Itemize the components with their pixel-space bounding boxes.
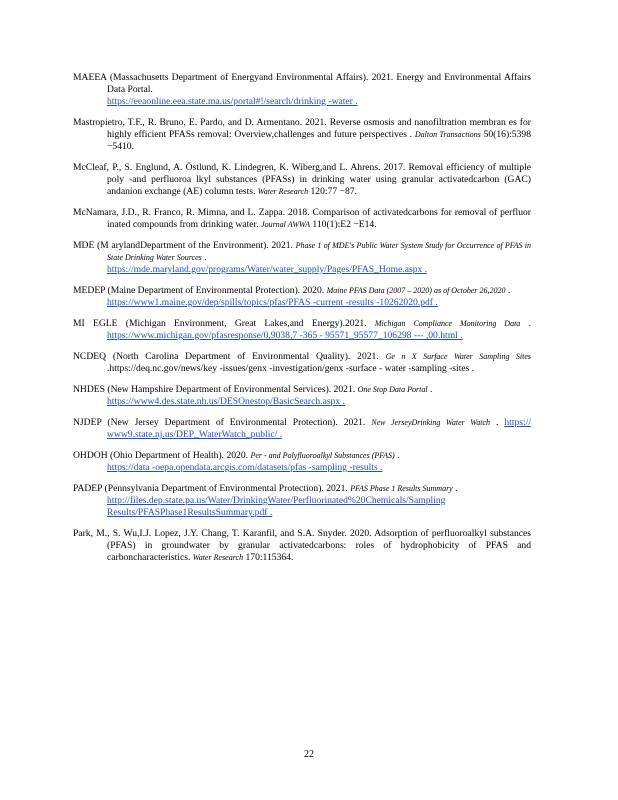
reference-journal: PFAS Phase 1 Results Summary [350,484,453,493]
reference-text: Mastropietro, T.F., R. Bruno, E. Pardo, and D. Armentano. 2021. Reverse osmosis and nanofiltration membran es for highly efficient PFASs removal: Overview,challenges and future perspectives . [73,117,531,140]
reference-link[interactable]: https://eeaonline.eea.state.ma.us/portal#!/search/drinking -water . [107,96,358,107]
reference-citation: . [507,285,511,296]
reference-link[interactable]: https://data -oepa.opendata.arcgis.com/datasets/pfas -sampling -results . [107,462,383,473]
reference-entry [73,318,531,342]
reference-citation[interactable]: .https://deq.nc.gov/news/key -issues/genx -investigation/genx -surface - water -sampling -sites . [107,363,475,374]
reference-entry [73,528,531,564]
reference-citation: 120:77 −87. [310,186,357,197]
reference-text: MEDEP (Maine Department of Environmental Protection). 2020. [73,285,325,296]
reference-journal: Maine PFAS Data (2007 – 2020) as of October 26,2020 [326,286,506,295]
reference-journal: Dalton Transactions [414,130,481,139]
reference-citation: . [455,483,458,494]
reference-text: MAEEA (Massachusetts Department of Energyand Environmental Affairs). 2021. Energy and Environmental Affairs Data Portal. [73,72,531,95]
reference-journal: New JerseyDrinking Water Watch [371,418,491,427]
reference-text: MDE (M arylandDepartment of the Environment). 2021. [73,240,293,251]
reference-entry [73,450,531,474]
reference-text: NCDEQ (North Carolina Department of Environmental Quality). 2021. [73,351,379,362]
reference-journal: Per - and Polyfluoroalkyl Substances (PFAS) [250,451,395,460]
reference-link[interactable]: https://www.michigan.gov/pfasresponse/0,9038,7 -365 - 95571_95577_106298 --- ,00.html . [107,330,463,341]
reference-journal: Michigan Compliance Monitoring Data [374,319,521,328]
reference-text: NHDES (New Hampshire Department of Environmental Services). 2021. [73,384,356,395]
reference-entry [73,72,531,108]
reference-text: MI EGLE (Michigan Environment, Great Lakes,and Energy).2021. [73,318,367,329]
reference-journal: One Stop Data Portal [357,385,428,394]
reference-citation: . [495,417,499,428]
reference-link[interactable]: https:// www9.state.nj.us/DEP_WaterWatch_public/ . [107,417,532,440]
reference-entry [73,117,531,153]
reference-text: McNamara, J.D., R. Franco, R. Mimna, and L. Zappa. 2018. Comparison of activatedcarbons for removal of perfluor inated compounds from drinking water. [73,207,531,230]
reference-journal: Ge n X Surface Water Sampling Sites [385,352,531,361]
reference-journal: Water Research [192,553,244,562]
reference-entry [73,384,531,408]
reference-citation: . [397,450,400,461]
reference-journal: Water Research [257,187,309,196]
reference-citation: 50(16):5398 −5410. [107,129,531,152]
reference-entry [73,207,531,231]
reference-link[interactable]: https://www1.maine.gov/dep/spills/topics/pfas/PFAS -current -results -10262020.pdf . [107,297,438,308]
reference-entry [73,285,531,309]
reference-entry [73,483,531,519]
reference-journal: Journal AWWA [261,220,311,229]
reference-link[interactable]: http://files.dep.state.pa.us/Water/DrinkingWater/Perfluorinated%20Chemicals/Sampling Results/PFASPhase1ResultsSummary.pdf . [107,495,446,518]
reference-entry [73,417,531,441]
reference-citation: . [429,384,433,395]
reference-text: Park, M., S. Wu,I.J. Lopez, J.Y. Chang, T. Karanfil, and S.A. Snyder. 2020. Adsorption of perfluoroalkyl substances (PFAS) in groundwater by granular activatedcarbons: roles of hydrophobicity of PFAS and carboncharacteristics. [73,528,531,563]
reference-text: McCleaf, P., S. Englund, A. Östlund, K. Lindegren, K. Wiberg,and L. Ahrens. 2017. Removal efficiency of multiple poly -and perfluoroa lkyl substances (PFASs) in drinking water using granular activatedcarbon (GAC) andanion exchange (AE) column tests. [73,162,531,197]
reference-entry [73,162,531,198]
reference-list [73,72,531,573]
reference-link[interactable]: https://mde.maryland.gov/programs/Water/water_supply/Pages/PFAS_Home.aspx . [107,264,428,275]
reference-citation: . [204,252,207,263]
reference-citation: . [528,318,532,329]
reference-citation: 110(1):E2 −E14. [312,219,377,230]
reference-text: PADEP (Pennsylvania Department of Environmental Protection). 2021. [73,483,348,494]
reference-text: NJDEP (New Jersey Department of Environmental Protection). 2021. [73,417,366,428]
reference-entry [73,351,531,375]
reference-link[interactable]: https://www4.des.state.nh.us/DESOnestop/BasicSearch.aspx . [107,396,345,407]
page-number: 22 [304,749,314,760]
reference-citation: 170:115364. [245,552,294,563]
reference-journal: Phase 1 of MDE's Public Water System Study for Occurrence of PFAS in State Drinking Water Sources [107,241,532,262]
reference-text: OHDOH (Ohio Department of Health). 2020. [73,450,249,461]
reference-entry [73,240,531,276]
